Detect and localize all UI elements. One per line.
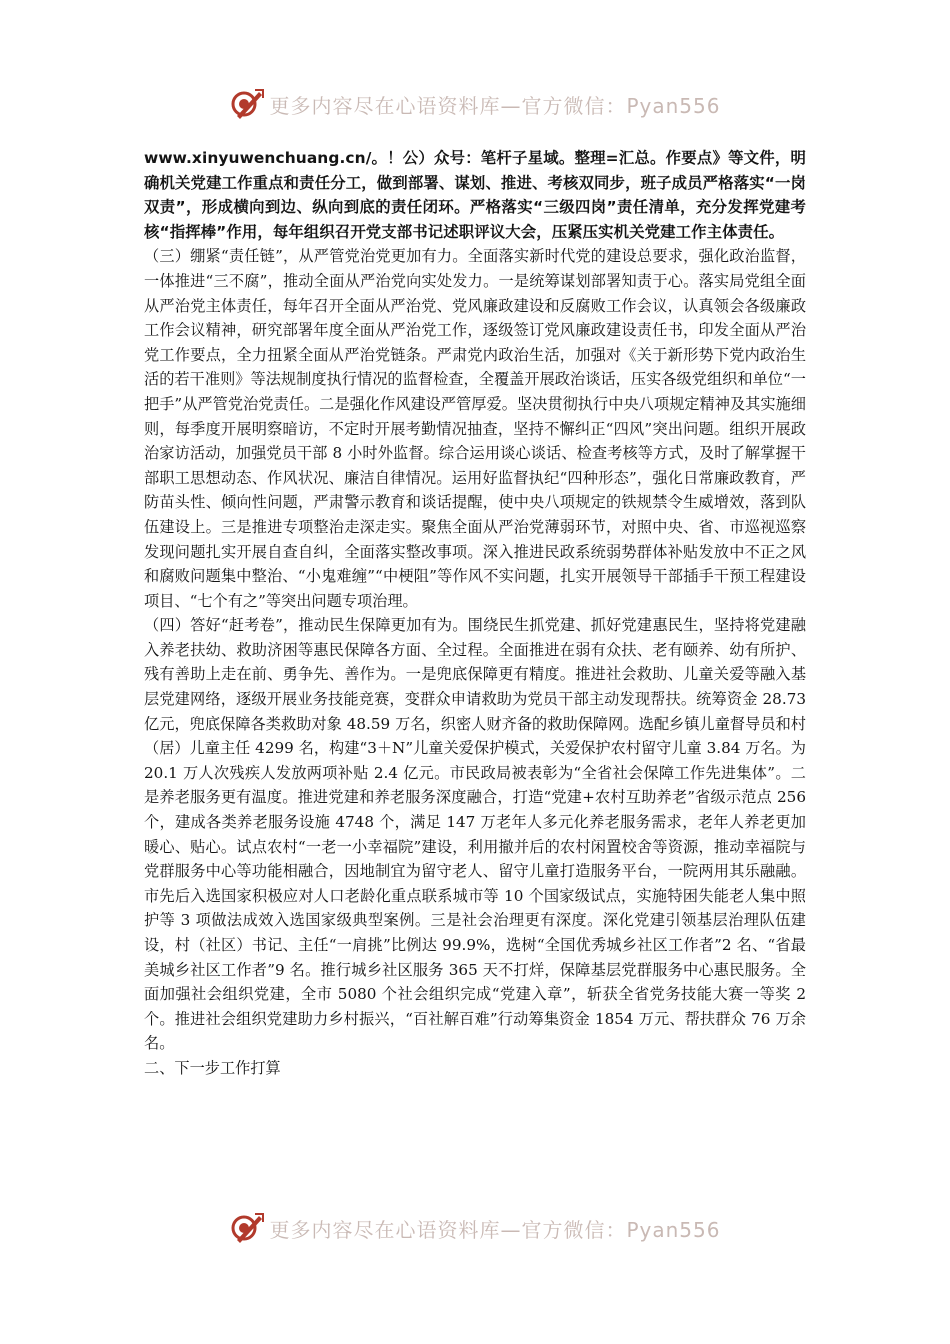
section-4-paragraph: （四）答好“赶考卷”，推动民生保障更加有为。围绕民生抓党建、抓好党建惠民生，坚持将党建融入养老扶幼、救助济困等惠民保障各方面、全过程。全面推进在弱有众扶、老有颐养、幼有所护、残有善助上走在前、勇争先、善作为。一是兜底保障更有精度。推进社会救助、儿童关爱等融入基层党建网络，逐级开展业务技能竞赛，变群众申请救助为党员干部主动发现帮扶。统筹资金 28.73 亿元，兜底保障各类救助对象 48.59 万名，织密人财齐备的救助保障网。选配乡镇儿童督导员和村（居）儿童主任 4299 名，构建“3＋N”儿童关爱保护模式，关爱保护农村留守儿童 3.84 万名。为 20.1 万人次残疾人发放两项补贴 2.4 亿元。市民政局被表彰为“全省社会保障工作先进集体”。二是养老服务更有温度。推进党建和养老服务深度融合，打造“党建+农村互助养老”省级示范点 256 个，建成各类养老服务设施 4748 个，满足 147 万老年人多元化养老服务需求，老年人养老更加暖心、贴心。试点农村“一老一小幸福院”建设，利用撤并后的农村闲置校舍等资源，推动幸福院与党群服务中心等功能相融合，因地制宜为留守老人、留守儿童打造服务平台，一院两用其乐融融。市先后入选国家积极应对人口老龄化重点联系城市等 10 个国家级试点，实施特困失能老人集中照护等 3 项做法成效入选国家级典型案例。三是社会治理更有深度。深化党建引领基层治理队伍建设，村（社区）书记、主任“一肩挑”比例达 99.9%，选树“全国优秀城乡社区工作者”2 名、“省最美城乡社区工作者”9 名。推行城乡社区服务 365 天不打烊，保障基层党群服务中心惠民服务。全面加强社会组织党建，全市 5080 个社会组织完成“党建入章”，斩获全省党务技能大赛一等奖 2 个。推进社会组织党建助力乡村振兴，“百社解百难”行动筹集资金 1854 万元、帮扶群众 76 万余名。 [144,616,806,1053]
lead-paragraph: www.xinyuwenchuang.cn/。！公）众号：笔杆子星域。整理=汇总。作要点》等文件，明确机关党建工作重点和责任分工，做到部署、谋划、推进、考核双同步，班子成员严格落实“一岗双责”，形成横向到边、纵向到底的责任闭环。严格落实“三级四岗”责任清单，充分发挥党建考核“指挥棒”作用，每年组织召开党支部书记述职评议大会，压紧压实机关党建工作主体责任。 [144,149,806,241]
header-banner [0,84,950,124]
header-banner-text: 更多内容尽在心语资料库—官方微信：Pyan556 [269,93,721,118]
footer-banner-text: 更多内容尽在心语资料库—官方微信：Pyan556 [269,1217,721,1242]
pen-logo-icon [229,1210,265,1246]
document-body [144,146,806,1081]
footer-banner [0,1208,950,1248]
section-3-paragraph: （三）绷紧“责任链”，从严管党治党更加有力。全面落实新时代党的建设总要求，强化政治监督，一体推进“三不腐”，推动全面从严治党向实处发力。一是统筹谋划部署知责于心。落实局党组全面从严治党主体责任，每年召开全面从严治党、党风廉政建设和反腐败工作会议，认真领会各级廉政工作会议精神，研究部署年度全面从严治党工作，逐级签订党风廉政建设责任书，印发全面从严治党工作要点，全力扭紧全面从严治党链条。严肃党内政治生活，加强对《关于新形势下党内政治生活的若干准则》等法规制度执行情况的监督检查，全覆盖开展政治谈话，压实各级党组织和单位“一把手”从严管党治党责任。二是强化作风建设严管厚爱。坚决贯彻执行中央八项规定精神及其实施细则，每季度开展明察暗访，不定时开展考勤情况抽查，坚持不懈纠正“四风”突出问题。组织开展政治家访活动，加强党员干部 8 小时外监督。综合运用谈心谈话、检查考核等方式，及时了解掌握干部职工思想动态、作风状况、廉洁自律情况。运用好监督执纪“四种形态”，强化日常廉政教育，严防苗头性、倾向性问题，严肃警示教育和谈话提醒，使中央八项规定的铁规禁令生威增效，落到队伍建设上。三是推进专项整治走深走实。聚焦全面从严治党薄弱环节，对照中央、省、市巡视巡察发现问题扎实开展自查自纠，全面落实整改事项。深入推进民政系统弱势群体补贴发放中不正之风和腐败问题集中整治、“小鬼难缠”“中梗阻”等作风不实问题，扎实开展领导干部插手干预工程建设项目、“七个有之”等突出问题专项治理。 [144,247,806,610]
pen-logo-icon [229,86,265,122]
next-steps-heading: 二、下一步工作打算 [144,1058,281,1077]
